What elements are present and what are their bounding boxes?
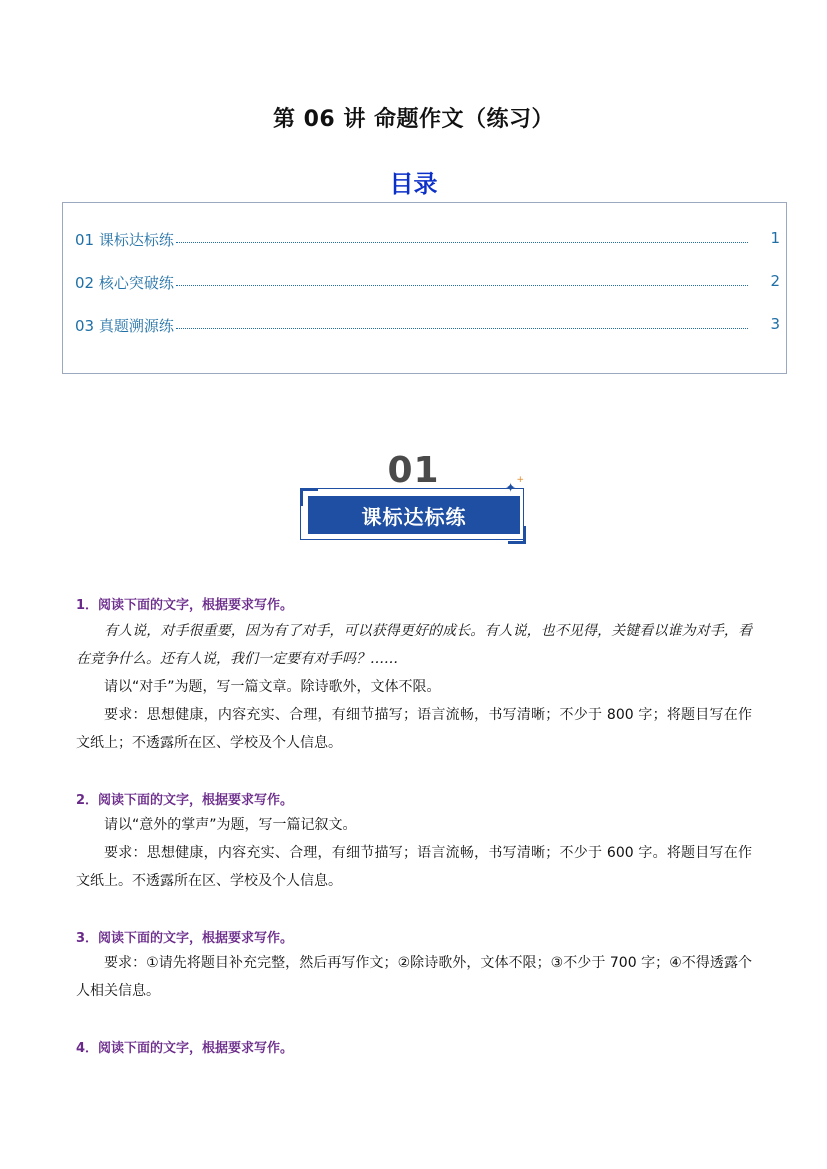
question-paragraph: 要求：思想健康，内容充实、合理，有细节描写；语言流畅，书写清晰；不少于 600 字。将题目写在作文纸上。不透露所在区、学校及个人信息。 <box>76 845 752 889</box>
toc-item-page[interactable]: 3 <box>770 315 780 333</box>
toc-item[interactable] <box>75 272 780 294</box>
question-paragraph: 请以“意外的掌声”为题，写一篇记叙文。 <box>104 817 357 833</box>
question-paragraph: 要求：思想健康，内容充实、合理，有细节描写；语言流畅，书写清晰；不少于 800 字；将题目写在作文纸上；不透露所在区、学校及个人信息。 <box>76 707 752 751</box>
toc-leader-dots <box>176 275 748 286</box>
toc-item-page[interactable]: 2 <box>770 272 780 290</box>
toc-item-label[interactable]: 01 课标达标练 <box>75 231 174 249</box>
toc-item-label[interactable]: 03 真题溯源练 <box>75 317 174 335</box>
question-paragraph: 请以“对手”为题，写一篇文章。除诗歌外，文体不限。 <box>104 679 441 695</box>
toc-item-page[interactable]: 1 <box>770 229 780 247</box>
section-banner <box>300 475 530 544</box>
toc-leader-dots <box>176 318 748 329</box>
question-heading: 2．阅读下面的文字，根据要求写作。 <box>76 793 294 808</box>
document-title: 第 06 讲 命题作文（练习） <box>272 107 555 132</box>
question-heading: 3．阅读下面的文字，根据要求写作。 <box>76 931 294 946</box>
toc-item-label[interactable]: 02 核心突破练 <box>75 274 174 292</box>
section-banner-label: 课标达标练 <box>308 496 520 534</box>
toc-leader-dots <box>176 232 748 243</box>
sparkle-icon: + <box>516 475 524 485</box>
question-paragraph: 有人说，对手很重要，因为有了对手，可以获得更好的成长。有人说，也不见得，关键看以谁为对手，看在竞争什么。还有人说，我们一定要有对手吗？…… <box>76 623 752 667</box>
toc-item[interactable] <box>75 315 780 337</box>
question-paragraph: 要求：①请先将题目补充完整，然后再写作文；②除诗歌外，文体不限；③不少于 700 字；④不得透露个人相关信息。 <box>76 955 752 999</box>
table-of-contents <box>62 202 787 374</box>
question-heading: 1．阅读下面的文字，根据要求写作。 <box>76 598 294 613</box>
toc-item[interactable] <box>75 229 780 251</box>
sparkle-icon: ✦ <box>505 481 516 496</box>
section-number: 01 <box>387 450 440 491</box>
toc-heading: 目录 <box>389 170 438 198</box>
question-heading: 4．阅读下面的文字，根据要求写作。 <box>76 1041 294 1056</box>
